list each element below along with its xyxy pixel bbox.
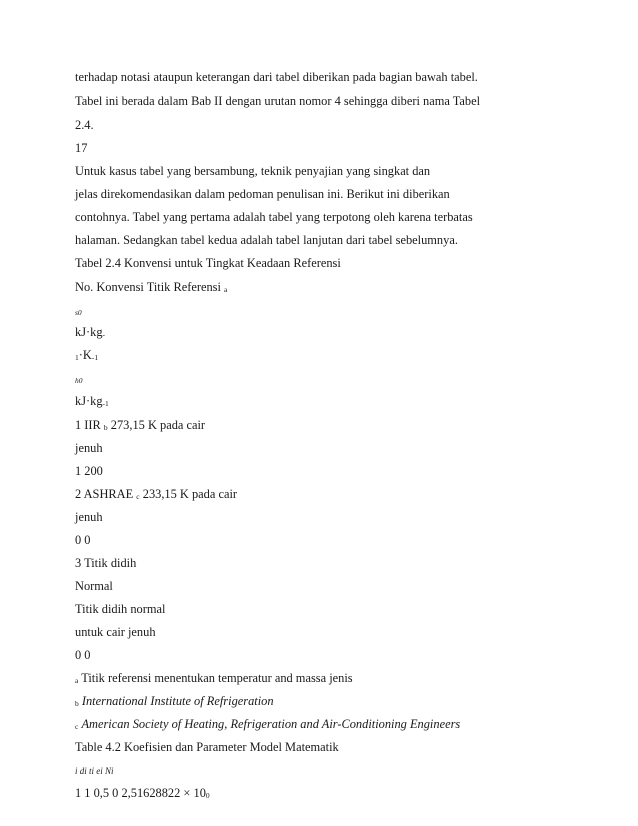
table-row-line: 1 1 0,5 0 2,51628822 × 100 — [75, 786, 210, 800]
table-caption: Table 4.2 Koefisien dan Parameter Model Matematik — [75, 740, 339, 754]
page-number: 17 — [75, 141, 88, 155]
table-row-line: 0 0 — [75, 648, 91, 662]
table-header-line: No. Konvensi Titik Referensi a — [75, 280, 228, 294]
table-header-unit: kJ·kg-1 — [75, 394, 109, 408]
table-header-symbols: i di ti ei Ni — [75, 766, 114, 776]
table-row-line: untuk cair jenuh — [75, 625, 156, 639]
table-row-line: jenuh — [75, 510, 103, 524]
table-row-line: 1 200 — [75, 464, 103, 478]
table-caption: Tabel 2.4 Konvensi untuk Tingkat Keadaan Referensi — [75, 256, 341, 270]
table-header-unit: 1·K-1 — [75, 348, 99, 362]
table-row-line: Normal — [75, 579, 113, 593]
table-footnote: c American Society of Heating, Refrigeration and Air-Conditioning Engineers — [75, 717, 461, 731]
table-footnote: b International Institute of Refrigeration — [75, 694, 274, 708]
body-line: Untuk kasus tabel yang bersambung, teknik penyajian yang singkat dan — [75, 164, 431, 178]
table-row-line: 1 IIR b 273,15 K pada cair — [75, 418, 206, 432]
table-row-line: Titik didih normal — [75, 602, 166, 616]
body-line: halaman. Sedangkan tabel kedua adalah tabel lanjutan dari tabel sebelumnya. — [75, 233, 458, 247]
table-row-line: 0 0 — [75, 533, 91, 547]
table-row-line: 3 Titik didih — [75, 556, 137, 570]
body-line: terhadap notasi ataupun keterangan dari tabel diberikan pada bagian bawah tabel. — [75, 70, 478, 84]
table-row-line: jenuh — [75, 441, 103, 455]
body-line: jelas direkomendasikan dalam pedoman penulisan ini. Berikut ini diberikan — [75, 187, 450, 201]
table-footnote: a Titik referensi menentukan temperatur and massa jenis — [75, 671, 353, 685]
table-row-line: 2 ASHRAE c 233,15 K pada cair — [75, 487, 238, 501]
table-header-symbol: s0 — [75, 308, 82, 317]
body-line: 2.4. — [75, 118, 94, 132]
body-line: Tabel ini berada dalam Bab II dengan urutan nomor 4 sehingga diberi nama Tabel — [75, 94, 481, 108]
table-header-unit: kJ·kg- — [75, 325, 106, 339]
body-line: contohnya. Tabel yang pertama adalah tabel yang terpotong oleh karena terbatas — [75, 210, 473, 224]
table-header-symbol: h0 — [75, 376, 83, 385]
